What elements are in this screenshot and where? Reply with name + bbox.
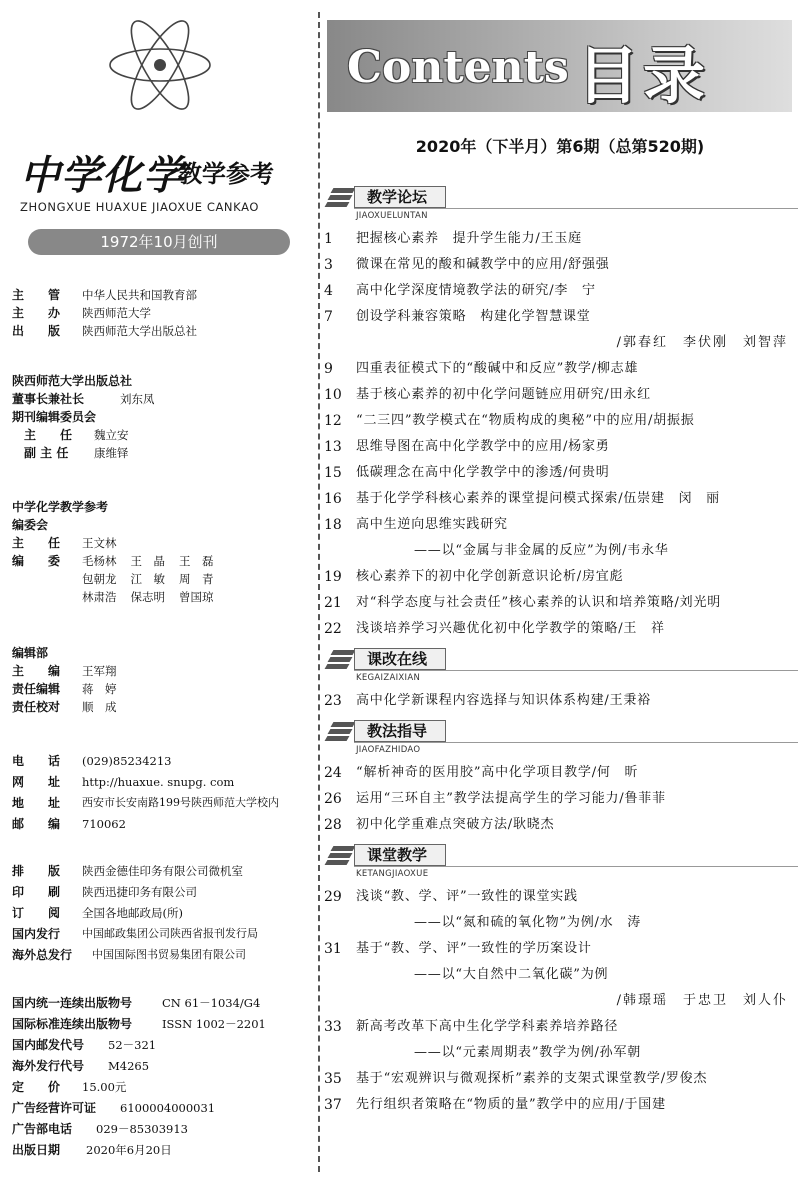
section-header <box>324 716 798 760</box>
toc-entry[interactable] <box>324 356 798 382</box>
toc-entry[interactable] <box>324 252 798 278</box>
info-label: 主 编 <box>12 664 61 678</box>
info-value: 王文林 <box>82 536 117 550</box>
info-value: 陕西迅捷印务有限公司 <box>82 885 197 899</box>
toc-page-number: 3 <box>324 257 333 273</box>
toc-page-number: 33 <box>324 1019 342 1035</box>
masthead-column <box>0 0 318 1180</box>
toc-title: 基于化学学科核心素养的课堂提问模式探索/伍崇建 闵 丽 <box>356 491 720 506</box>
info-value: http://huaxue. snupg. com <box>82 775 235 789</box>
info-value: 029－85303913 <box>96 1122 188 1136</box>
info-label: 广告经营许可证 <box>12 1101 97 1115</box>
info-label: 副 主 任 <box>24 446 69 460</box>
committee-names <box>82 570 214 588</box>
section-pinyin: JIAOFAZHIDAO <box>356 745 421 755</box>
toc-entry[interactable] <box>324 226 798 252</box>
info-label: 主 任 <box>24 428 73 442</box>
info-value: ISSN 1002－2201 <box>162 1017 266 1031</box>
toc-page-number: 12 <box>324 413 342 429</box>
info-value: 6100004000031 <box>120 1101 216 1115</box>
info-value: 中华人民共和国教育部 <box>82 288 197 302</box>
toc-entry[interactable] <box>324 434 798 460</box>
toc-entry[interactable] <box>324 1014 798 1040</box>
toc-page-number: 18 <box>324 517 342 533</box>
toc-title: 基于“宏观辨识与微观探析”素养的支架式课堂教学/罗俊杰 <box>356 1071 708 1086</box>
toc-authors: /郭春红 李伏刚 刘智萍 <box>616 335 788 350</box>
board-heading: 期刊编辑委员会 <box>12 410 97 424</box>
issue-line: 2020年（下半月）第6期（总第520期) <box>415 137 705 156</box>
toc-title: 初中化学重难点突破方法/耿晓杰 <box>356 817 555 832</box>
section-rule <box>354 866 798 867</box>
info-value: 52－321 <box>108 1038 157 1052</box>
toc-title: 先行组织者策略在“物质的量”教学中的应用/于国建 <box>356 1097 666 1112</box>
toc-page-number: 29 <box>324 889 342 905</box>
toc-subtitle: ——以“元素周期表”教学为例/孙军朝 <box>414 1045 642 1060</box>
toc-entry[interactable] <box>324 1066 798 1092</box>
info-value: 康维铎 <box>94 446 129 460</box>
info-label: 印 刷 <box>12 885 61 899</box>
printing-info <box>12 862 258 967</box>
toc-entry[interactable] <box>324 278 798 304</box>
info-value: 蒋 婷 <box>82 682 117 696</box>
toc-page-number: 16 <box>324 491 342 507</box>
member-name: 毛杨林 <box>82 554 117 568</box>
banner-english: Contents <box>347 42 569 93</box>
toc-title: 核心素养下的初中化学创新意识论析/房宜彪 <box>356 569 624 584</box>
toc-page-number: 21 <box>324 595 342 611</box>
toc-entry[interactable] <box>324 936 798 962</box>
member-name: 曾国琼 <box>179 590 214 604</box>
member-name: 林肃浩 <box>82 590 117 604</box>
section-title: 课改在线 <box>354 648 446 670</box>
info-label: 主 管 <box>12 288 61 302</box>
committee-heading: 编委会 <box>12 518 49 532</box>
toc-title: 运用“三环自主”教学法提高学生的学习能力/鲁菲菲 <box>356 791 666 806</box>
member-name: 王 磊 <box>179 554 214 568</box>
toc-page-number: 7 <box>324 309 333 325</box>
info-label: 广告部电话 <box>12 1122 73 1136</box>
atom-icon <box>105 10 215 120</box>
committee-info <box>12 498 214 606</box>
toc-title: 高中化学深度情境教学法的研究/李 宁 <box>356 283 596 298</box>
toc-entry[interactable] <box>324 408 798 434</box>
toc-title: 思维导图在高中化学教学中的应用/杨家勇 <box>356 439 610 454</box>
toc-entry[interactable] <box>324 590 798 616</box>
info-label: 编 委 <box>12 554 61 568</box>
info-value: 中国邮政集团公司陕西省报刊发行局 <box>82 927 258 940</box>
toc-entry[interactable] <box>324 1040 798 1066</box>
logo-pinyin: ZHONGXUE HUAXUE JIAOXUE CANKAO <box>20 200 259 214</box>
toc-page-number: 31 <box>324 941 342 957</box>
toc-entry[interactable] <box>324 786 798 812</box>
toc-title: 基于“教、学、评”一致性的学历案设计 <box>356 941 592 956</box>
info-label: 国内统一连续出版物号 <box>12 996 133 1010</box>
toc-page-number: 13 <box>324 439 342 455</box>
toc-entry[interactable] <box>324 988 798 1014</box>
section-pinyin: KEGAIZAIXIAN <box>356 673 421 683</box>
toc-page-number: 9 <box>324 361 333 377</box>
toc-entry[interactable] <box>324 486 798 512</box>
table-of-contents <box>324 180 798 1118</box>
info-label: 邮 编 <box>12 817 61 831</box>
banner-chinese: 目录 <box>577 39 710 112</box>
section-header <box>324 840 798 884</box>
committee-names <box>82 552 214 570</box>
toc-entry[interactable] <box>324 304 798 330</box>
info-label: 出版日期 <box>12 1143 61 1157</box>
logo-subtitle: 教学参考 <box>178 160 274 188</box>
info-value: 陕西金德佳印务有限公司微机室 <box>82 864 243 878</box>
info-label: 责任编辑 <box>12 682 61 696</box>
toc-title: 新高考改革下高中生化学学科素养培养路径 <box>356 1019 619 1034</box>
toc-entry[interactable] <box>324 1092 798 1118</box>
section-title: 课堂教学 <box>354 844 446 866</box>
info-label: 网 址 <box>12 775 61 789</box>
founded-badge: 1972年10月创刊 <box>28 229 290 255</box>
toc-page-number: 37 <box>324 1097 342 1113</box>
info-label: 主 办 <box>12 306 61 320</box>
info-label: 海外总发行 <box>12 948 73 962</box>
section-icon <box>326 846 354 866</box>
section-pinyin: KETANGJIAOXUE <box>356 869 429 879</box>
dept-heading: 编辑部 <box>12 646 49 660</box>
info-value: 2020年6月20日 <box>86 1143 172 1157</box>
press-info <box>12 372 155 462</box>
toc-title: 高中化学新课程内容选择与知识体系构建/王秉裕 <box>356 693 651 708</box>
section-rule <box>354 742 798 743</box>
toc-subtitle: ——以“金属与非金属的反应”为例/韦永华 <box>414 543 669 558</box>
publisher-info <box>12 286 197 340</box>
info-value: 顺 成 <box>82 700 117 714</box>
toc-title: “解析神奇的医用胶”高中化学项目教学/何 昕 <box>356 765 639 780</box>
info-value: 中国国际图书贸易集团有限公司 <box>92 948 246 961</box>
toc-page-number: 24 <box>324 765 342 781</box>
toc-title: 创设学科兼容策略 构建化学智慧课堂 <box>356 309 591 324</box>
toc-entry[interactable] <box>324 382 798 408</box>
section-header <box>324 182 798 226</box>
member-name: 包朝龙 <box>82 572 117 586</box>
committee-names <box>82 588 214 606</box>
toc-title: 把握核心素养 提升学生能力/王玉庭 <box>356 231 582 246</box>
info-value: 15.00元 <box>82 1080 127 1094</box>
toc-title: 基于核心素养的初中化学问题链应用研究/田永红 <box>356 387 651 402</box>
info-value: 刘东凤 <box>120 392 155 406</box>
toc-entry[interactable] <box>324 962 798 988</box>
info-label: 定 价 <box>12 1080 61 1094</box>
toc-page-number: 1 <box>324 231 333 247</box>
section-icon <box>326 650 354 670</box>
toc-page-number: 35 <box>324 1071 342 1087</box>
section-pinyin: JIAOXUELUNTAN <box>356 211 428 221</box>
info-label: 地 址 <box>12 796 61 810</box>
info-value: M4265 <box>108 1059 150 1073</box>
toc-title: 浅谈“教、学、评”一致性的课堂实践 <box>356 889 578 904</box>
info-label: 排 版 <box>12 864 61 878</box>
toc-page-number: 10 <box>324 387 342 403</box>
contact-info <box>12 752 279 836</box>
info-value: 全国各地邮政局(所) <box>82 906 183 920</box>
member-name: 周 青 <box>179 572 214 586</box>
section-header <box>324 644 798 688</box>
info-label: 责任校对 <box>12 700 61 714</box>
section-icon <box>326 188 354 208</box>
info-value: 陕西师范大学出版总社 <box>82 324 197 338</box>
info-label: 董事长兼社长 <box>12 392 85 406</box>
info-label: 国内邮发代号 <box>12 1038 85 1052</box>
info-value: 西安市长安南路199号陕西师范大学校内 <box>82 796 279 809</box>
section-icon <box>326 722 354 742</box>
publication-numbers <box>12 994 266 1162</box>
toc-title: 低碳理念在高中化学教学中的渗透/何贵明 <box>356 465 610 480</box>
toc-page-number: 4 <box>324 283 333 299</box>
section-rule <box>354 208 798 209</box>
info-value: 王军翔 <box>82 664 117 678</box>
toc-entry[interactable] <box>324 884 798 910</box>
contents-banner <box>327 20 792 112</box>
toc-title: 四重表征模式下的“酸碱中和反应”教学/柳志雄 <box>356 361 639 376</box>
section-title: 教学论坛 <box>354 186 446 208</box>
toc-entry[interactable] <box>324 812 798 838</box>
toc-authors: /韩璟瑶 于忠卫 刘人仆 <box>616 993 788 1008</box>
contents-column <box>320 0 800 1180</box>
toc-subtitle: ——以“大自然中二氧化碳”为例 <box>414 967 609 982</box>
toc-page-number: 28 <box>324 817 342 833</box>
toc-subtitle: ——以“氮和硫的氧化物”为例/水 涛 <box>414 915 642 930</box>
info-label: 国际标准连续出版物号 <box>12 1017 133 1031</box>
toc-entry[interactable] <box>324 616 798 642</box>
info-value: 710062 <box>82 817 126 831</box>
toc-page-number: 26 <box>324 791 342 807</box>
toc-page-number: 15 <box>324 465 342 481</box>
toc-entry[interactable] <box>324 564 798 590</box>
toc-title: 浅谈培养学习兴趣优化初中化学教学的策略/王 祥 <box>356 621 665 636</box>
section-rule <box>354 670 798 671</box>
press-heading: 陕西师范大学出版总社 <box>12 374 133 388</box>
info-label: 国内发行 <box>12 927 61 941</box>
info-label: 电 话 <box>12 754 61 768</box>
info-value: 魏立安 <box>94 428 129 442</box>
toc-entry[interactable] <box>324 330 798 356</box>
toc-page-number: 23 <box>324 693 342 709</box>
member-name: 王 晶 <box>130 554 165 568</box>
editorial-dept-info <box>12 644 117 716</box>
toc-title: 高中生逆向思维实践研究 <box>356 517 508 532</box>
info-label: 出 版 <box>12 324 61 338</box>
toc-title: 微课在常见的酸和碱教学中的应用/舒强强 <box>356 257 610 272</box>
journal-name: 中学化学教学参考 <box>12 500 109 514</box>
toc-entry[interactable] <box>324 512 798 538</box>
toc-entry[interactable] <box>324 688 798 714</box>
toc-title: “二三四”教学模式在“物质构成的奥秘”中的应用/胡振振 <box>356 413 695 428</box>
toc-title: 对“科学态度与社会责任”核心素养的认识和培养策略/刘光明 <box>356 595 722 610</box>
member-name: 江 敏 <box>130 572 165 586</box>
logo-title: 中学化学 <box>20 152 184 199</box>
info-value: (029)85234213 <box>82 754 172 768</box>
info-label: 订 阅 <box>12 906 61 920</box>
toc-entry[interactable] <box>324 760 798 786</box>
journal-logo <box>20 142 310 199</box>
toc-entry[interactable] <box>324 910 798 936</box>
toc-page-number: 22 <box>324 621 342 637</box>
section-title: 教法指导 <box>354 720 446 742</box>
member-name: 保志明 <box>130 590 165 604</box>
toc-entry[interactable] <box>324 538 798 564</box>
toc-page-number: 19 <box>324 569 342 585</box>
info-label: 主 任 <box>12 536 61 550</box>
info-value: 陕西师范大学 <box>82 306 151 320</box>
info-value: CN 61－1034/G4 <box>162 996 261 1010</box>
toc-entry[interactable] <box>324 460 798 486</box>
info-label: 海外发行代号 <box>12 1059 85 1073</box>
